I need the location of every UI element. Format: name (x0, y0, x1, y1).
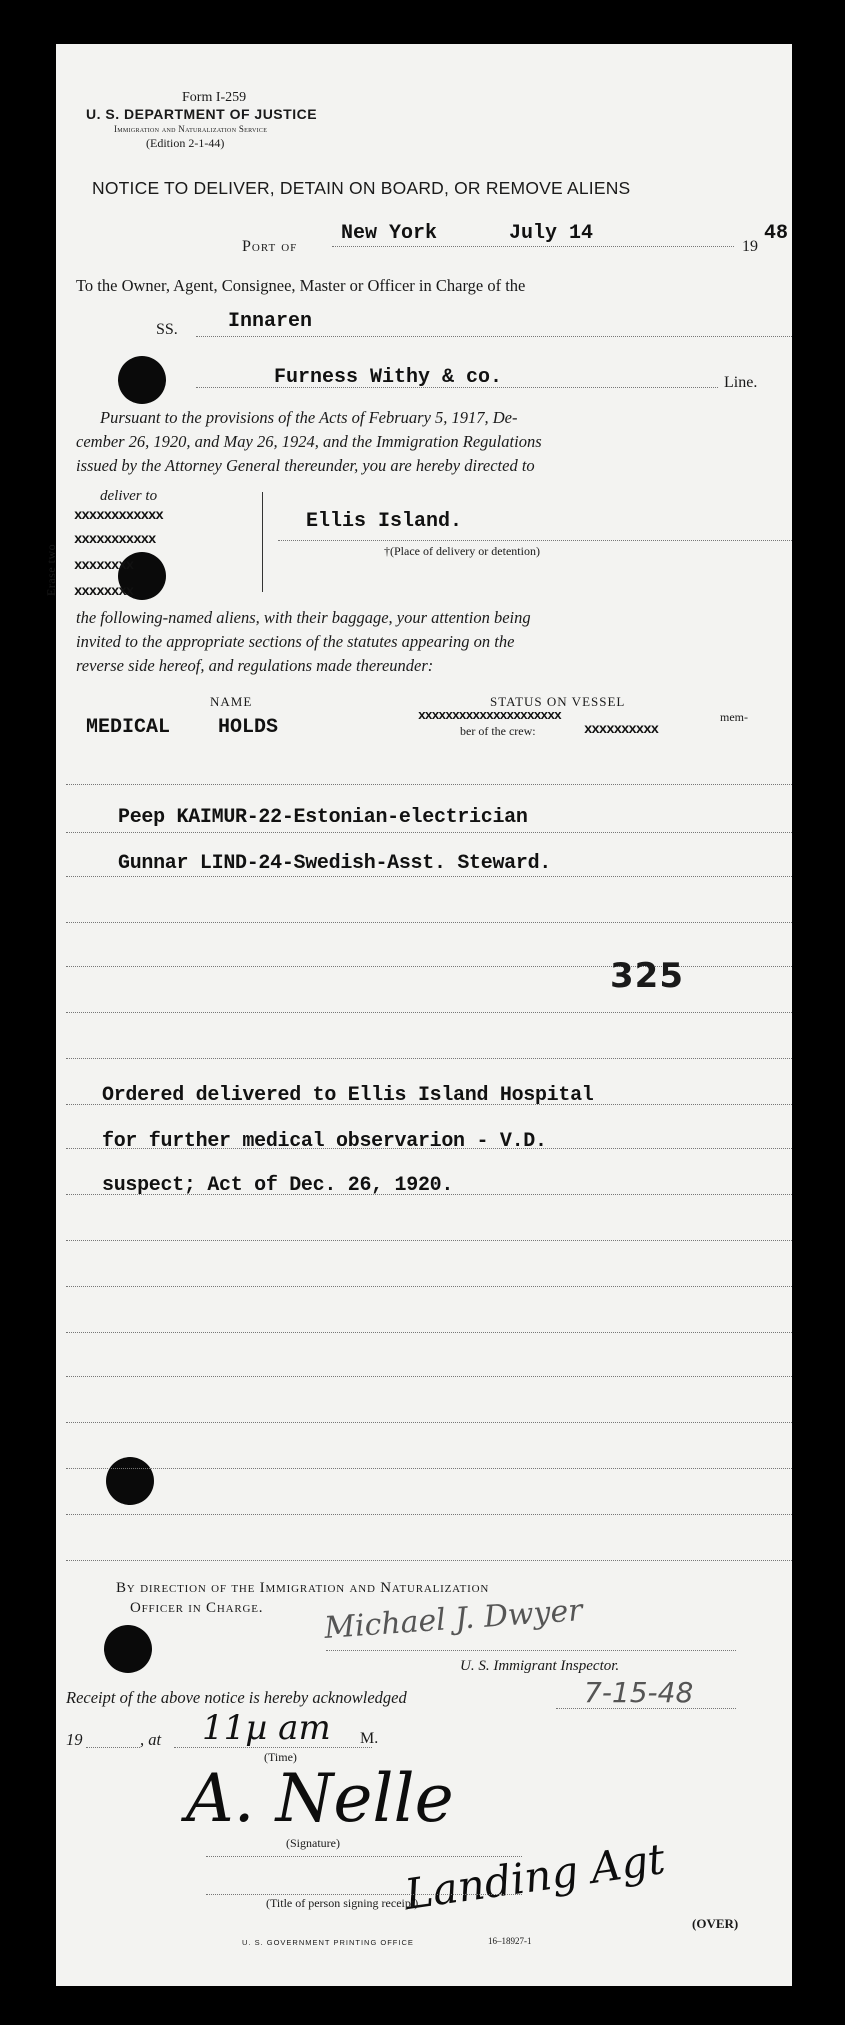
line-label: Line. (724, 374, 758, 391)
service-name: Immigration and Naturalization Service (114, 124, 268, 134)
punch-hole (118, 356, 166, 404)
punch-hole (106, 1457, 154, 1505)
crossed-out-option: xxxxxxxxxxx (74, 532, 156, 548)
time-caption: (Time) (264, 1750, 297, 1764)
addressee-line: To the Owner, Agent, Consignee, Master or Officer in Charge of the (76, 276, 526, 295)
edition: (Edition 2-1-44) (146, 136, 225, 150)
shipping-line: Furness Withy & co. (274, 366, 503, 389)
ship-name: Innaren (228, 310, 313, 333)
pursuant-line-2: cember 26, 1920, and May 26, 1924, and the Immigration Regulations (76, 432, 542, 451)
port-label: Port of (242, 238, 298, 255)
time-suffix: M. (360, 1730, 379, 1747)
typed-heading: MEDICAL HOLDS (86, 716, 279, 739)
printing-office: U. S. GOVERNMENT PRINTING OFFICE (242, 1938, 414, 1947)
ss-label: SS. (156, 321, 178, 338)
status-crossed: xxxxxxxxxxxxxxxxxxxxx (418, 708, 561, 723)
department-name: U. S. DEPARTMENT OF JUSTICE (86, 106, 318, 122)
print-code: 16–18927-1 (488, 1936, 532, 1946)
crossed-out-option: xxxxxxxx (74, 558, 134, 574)
member-word: mem- (720, 710, 748, 724)
receipt-year: 19 (66, 1730, 83, 1749)
at-label: , at (140, 1730, 162, 1749)
following-line-1: the following-named aliens, with their baggage, your attention being (76, 608, 531, 627)
name-column-header: NAME (210, 694, 253, 709)
receiver-signature: A. Nelle (186, 1760, 454, 1837)
stamp-number: 325 (610, 956, 684, 996)
direction-line-1: By direction of the Immigration and Naturalization (116, 1580, 490, 1596)
order-line: Ordered delivered to Ellis Island Hospital (102, 1084, 594, 1107)
member-crossed: xxxxxxxxxx (584, 722, 659, 738)
title-caption: (Title of person signing receipt) (266, 1896, 419, 1910)
receipt-line: Receipt of the above notice is hereby acknowledged (66, 1688, 407, 1707)
following-line-3: reverse side hereof, and regulations made thereunder: (76, 656, 434, 675)
punch-hole (104, 1625, 152, 1673)
form-title: NOTICE TO DELIVER, DETAIN ON BOARD, OR REMOVE ALIENS (92, 178, 631, 198)
erase-two-label: Erase two (44, 543, 58, 596)
order-line: suspect; Act of Dec. 26, 1920. (102, 1174, 454, 1197)
crossed-out-option: xxxxxxxx (74, 584, 134, 600)
over-label: (OVER) (692, 1916, 739, 1931)
port-name: New York (341, 222, 438, 245)
inspector-title: U. S. Immigrant Inspector. (460, 1658, 620, 1674)
receiver-title: Landing Agt (401, 1834, 668, 1919)
signature-caption: (Signature) (286, 1836, 340, 1850)
year-suffix: 48 (764, 222, 789, 245)
order-line: for further medical observarion - V.D. (102, 1130, 547, 1153)
pursuant-line-3: issued by the Attorney General thereunder, you are hereby directed to (76, 456, 535, 475)
year-prefix: 19 (742, 238, 758, 255)
port-date: July 14 (509, 222, 594, 245)
direction-line-2: Officer in Charge. (130, 1600, 264, 1616)
following-line-2: invited to the appropriate sections of the statutes appearing on the (76, 632, 515, 651)
pursuant-line-1: Pursuant to the provisions of the Acts of February 5, 1917, De- (100, 408, 518, 427)
delivery-place-caption: †(Place of delivery or detention) (384, 544, 540, 558)
status-column-header: STATUS ON VESSEL (490, 694, 626, 709)
delivery-place: Ellis Island. (306, 510, 463, 533)
crossed-out-option: xxxxxxxxxxxx (74, 508, 163, 524)
deliver-to-label: deliver to (100, 488, 158, 504)
member-line: ber of the crew: (460, 724, 536, 738)
inspector-signature: Michael J. Dwyer (323, 1593, 584, 1646)
receipt-date: 7-15-48 (584, 1676, 694, 1709)
alien-entry: Gunnar LIND-24-Swedish-Asst. Steward. (118, 852, 551, 875)
deliver-bracket (256, 492, 263, 592)
alien-entry: Peep KAIMUR-22-Estonian-electrician (118, 806, 528, 829)
form-number: Form I-259 (182, 90, 247, 105)
form-paper (44, 44, 792, 1986)
receipt-time: 11µ am (202, 1708, 331, 1748)
